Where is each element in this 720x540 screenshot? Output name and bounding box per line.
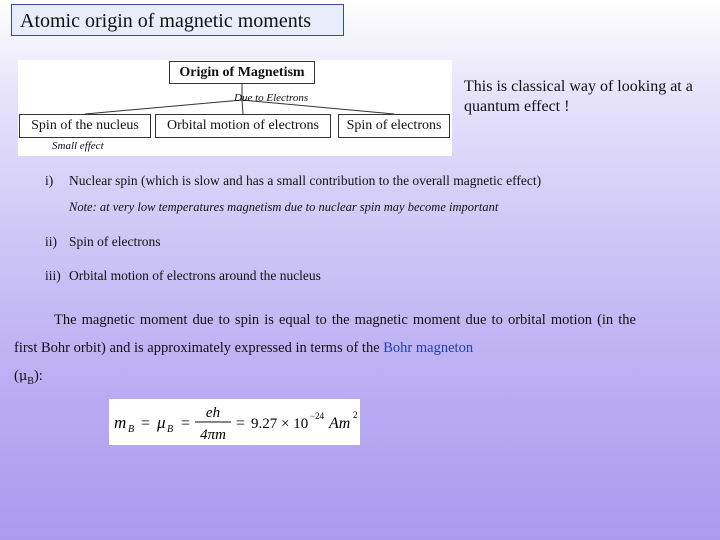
formula-mu-sub: B: [167, 424, 174, 435]
diagram-root-box: Origin of Magnetism: [169, 61, 315, 84]
bohr-magneton-formula: [109, 399, 360, 445]
slide-title: Atomic origin of magnetic moments: [11, 4, 344, 36]
formula-value: 9.27 × 10: [251, 416, 309, 432]
list-text: Orbital motion of electrons around the nucleus: [69, 268, 321, 283]
formula-denominator: 4πm: [200, 427, 226, 443]
classical-note: This is classical way of looking at a quantum effect !: [464, 78, 693, 115]
spin-nucleus-box: Spin of the nucleus: [19, 114, 151, 138]
formula-exponent: −24: [310, 411, 325, 421]
bohr-magneton-term: Bohr magneton: [383, 340, 474, 356]
formula-unit: Am: [329, 415, 351, 432]
list-text: Nuclear spin (which is slow and has a small contribution to the overall magnetic effect): [69, 173, 542, 188]
list-number: i): [45, 173, 54, 188]
list-item-electron-spin: [45, 234, 160, 250]
list-item-orbital-motion: [45, 268, 321, 284]
nuclear-spin-note: Note: at very low temperatures magnetism due to nuclear spin may become important: [69, 200, 499, 214]
symbol-close: ):: [33, 368, 43, 384]
orbital-motion-box: Orbital motion of electrons: [155, 114, 331, 138]
spin-electrons-box: Spin of electrons: [338, 114, 450, 138]
list-text: Spin of electrons: [69, 234, 161, 249]
formula-unit-exp: 2: [353, 410, 358, 420]
formula-lhs-m: m: [114, 413, 127, 432]
formula-svg: [109, 399, 360, 445]
formula-lhs-sub: B: [128, 424, 135, 435]
formula-numerator: eh: [205, 405, 221, 421]
formula-eq3: =: [236, 415, 246, 432]
bohr-magneton-paragraph: [14, 306, 636, 396]
list-item-nuclear-spin: [45, 173, 541, 189]
origin-diagram: [18, 60, 452, 156]
formula-eq1: =: [141, 415, 151, 432]
symbol-open: (: [14, 368, 19, 384]
formula-eq2: =: [181, 415, 191, 432]
small-effect-label: Small effect: [52, 140, 104, 152]
list-number: iii): [45, 268, 61, 283]
list-number: ii): [45, 234, 57, 249]
paragraph-text: The magnetic moment due to spin is equal to the magnetic moment due to orbital motion (in the first Bohr orbit) and is approximately expressed in terms of the: [14, 312, 636, 356]
formula-mu: μ: [157, 413, 166, 432]
due-to-electrons-label: Due to Electrons: [234, 92, 309, 104]
mu-subscript: B: [27, 375, 34, 387]
mu-symbol: μ: [18, 369, 28, 384]
